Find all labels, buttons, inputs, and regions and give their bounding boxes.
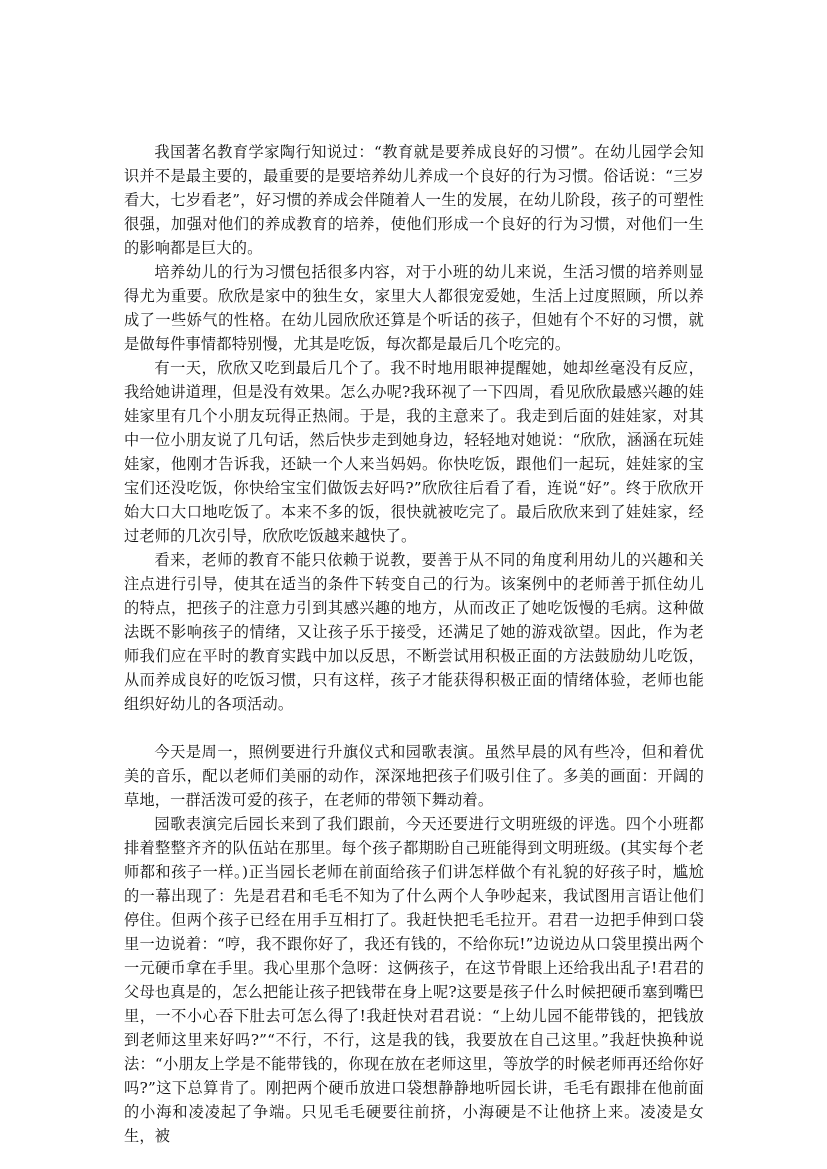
- paragraph-xinxin-background: 培养幼儿的行为习惯包括很多内容，对于小班的幼儿来说，生活习惯的培养则显得尤为重要。欣欣是家中的独生女，家里大人都很宠爱她，生活上过度照顾，所以养成了一些娇气的性格。在幼儿园欣欣还算是个听话的孩子，但她有个不好的习惯，就是做每件事情都特别慢，尤其是吃饭，每次都是最后几个吃完的。: [124, 263, 704, 353]
- paragraph-monday-ceremony: 今天是周一，照例要进行升旗仪式和园歌表演。虽然早晨的风有些冷，但和着优美的音乐，配以老师们美丽的动作，深深地把孩子们吸引住了。多美的画面：开阔的草地，一群活泼可爱的孩子，在老师的带领下舞动着。: [124, 743, 704, 809]
- paragraph-coin-incident: 园歌表演完后园长来到了我们跟前，今天还要进行文明班级的评选。四个小班都排着整整齐齐的队伍站在那里。每个孩子都期盼自己班能得到文明班级。(其实每个老师都和孩子一样。)正当园长老师在前面给孩子们讲怎样做个有礼貌的好孩子时，尴尬的一幕出现了：先是君君和毛毛不知为了什么两个人争吵起来，我试图用言语让他们停住。但两个孩子已经在用手互相打了。我赶快把毛毛拉开。君君一边把手伸到口袋里一边说着：“哼，我不跟你好了，我还有钱的，不给你玩!”边说边从口袋里摸出两个一元硬币拿在手里。我心里那个急呀：这俩孩子，在这节骨眼上还给我出乱子!君君的父母也真是的，怎么把能让孩子把钱带在身上呢?这要是孩子什么时候把硬币塞到嘴巴里，一不小心吞下肚去可怎么得了!我赶快对君君说：“上幼儿园不能带钱的，把钱放到老师这里来好吗?”“不行，不行，这是我的钱，我要放在自己这里。”我赶快换种说法：“小朋友上学是不能带钱的，你现在放在老师这里，等放学的时候老师再还给你好吗?”这下总算肯了。刚把两个硬币放进口袋想静静地听园长讲，毛毛有跟排在他前面的小海和凌凌起了争端。只见毛毛硬要往前挤，小海硬是不让他挤上来。凌凌是女生，被: [124, 815, 704, 1145]
- paragraph-reflection: 看来，老师的教育不能只依赖于说教，要善于从不同的角度利用幼儿的兴趣和关注点进行引导，使其在适当的条件下转变自己的行为。该案例中的老师善于抓住幼儿的特点，把孩子的注意力引到其感兴趣的地方，从而改正了她吃饭慢的毛病。这种做法既不影响孩子的情绪，又让孩子乐于接受，还满足了她的游戏欲望。因此，作为老师我们应在平时的教育实践中加以反思，不断尝试用积极正面的方法鼓励幼儿吃饭，从而养成良好的吃饭习惯，只有这样，孩子才能获得积极正面的情绪体验，老师也能组织好幼儿的各项活动。: [124, 551, 704, 713]
- paragraph-habit-intro: 我国著名教育学家陶行知说过：“教育就是要养成良好的习惯”。在幼儿园学会知识并不是最主要的，最重要的是要培养幼儿养成一个良好的行为习惯。俗话说：“三岁看大，七岁看老”，好习惯的养成会伴随着人一生的发展，在幼儿阶段，孩子的可塑性很强，加强对他们的养成教育的培养，使他们形成一个良好的行为习惯，对他们一生的影响都是巨大的。: [124, 143, 704, 257]
- document-page: [124, 140, 704, 1148]
- paragraph-xinxin-story: 有一天，欣欣又吃到最后几个了。我不时地用眼神提醒她，她却丝毫没有反应，我给她讲道理，但是没有效果。怎么办呢?我环视了一下四周，看见欣欣最感兴趣的娃娃家里有几个小朋友玩得正热闹。于是，我的主意来了。我走到后面的娃娃家，对其中一位小朋友说了几句话，然后快步走到她身边，轻轻地对她说：“欣欣，涵涵在玩娃娃家，他刚才告诉我，还缺一个人来当妈妈。你快吃饭，跟他们一起玩，娃娃家的宝宝们还没吃饭，你快给宝宝们做饭去好吗?”欣欣往后看了看，连说“好”。终于欣欣开始大口大口地吃饭了。本来不多的饭，很快就被吃完了。最后欣欣来到了娃娃家，经过老师的几次引导，欣欣吃饭越来越快了。: [124, 359, 704, 545]
- section-spacer: [124, 716, 704, 740]
